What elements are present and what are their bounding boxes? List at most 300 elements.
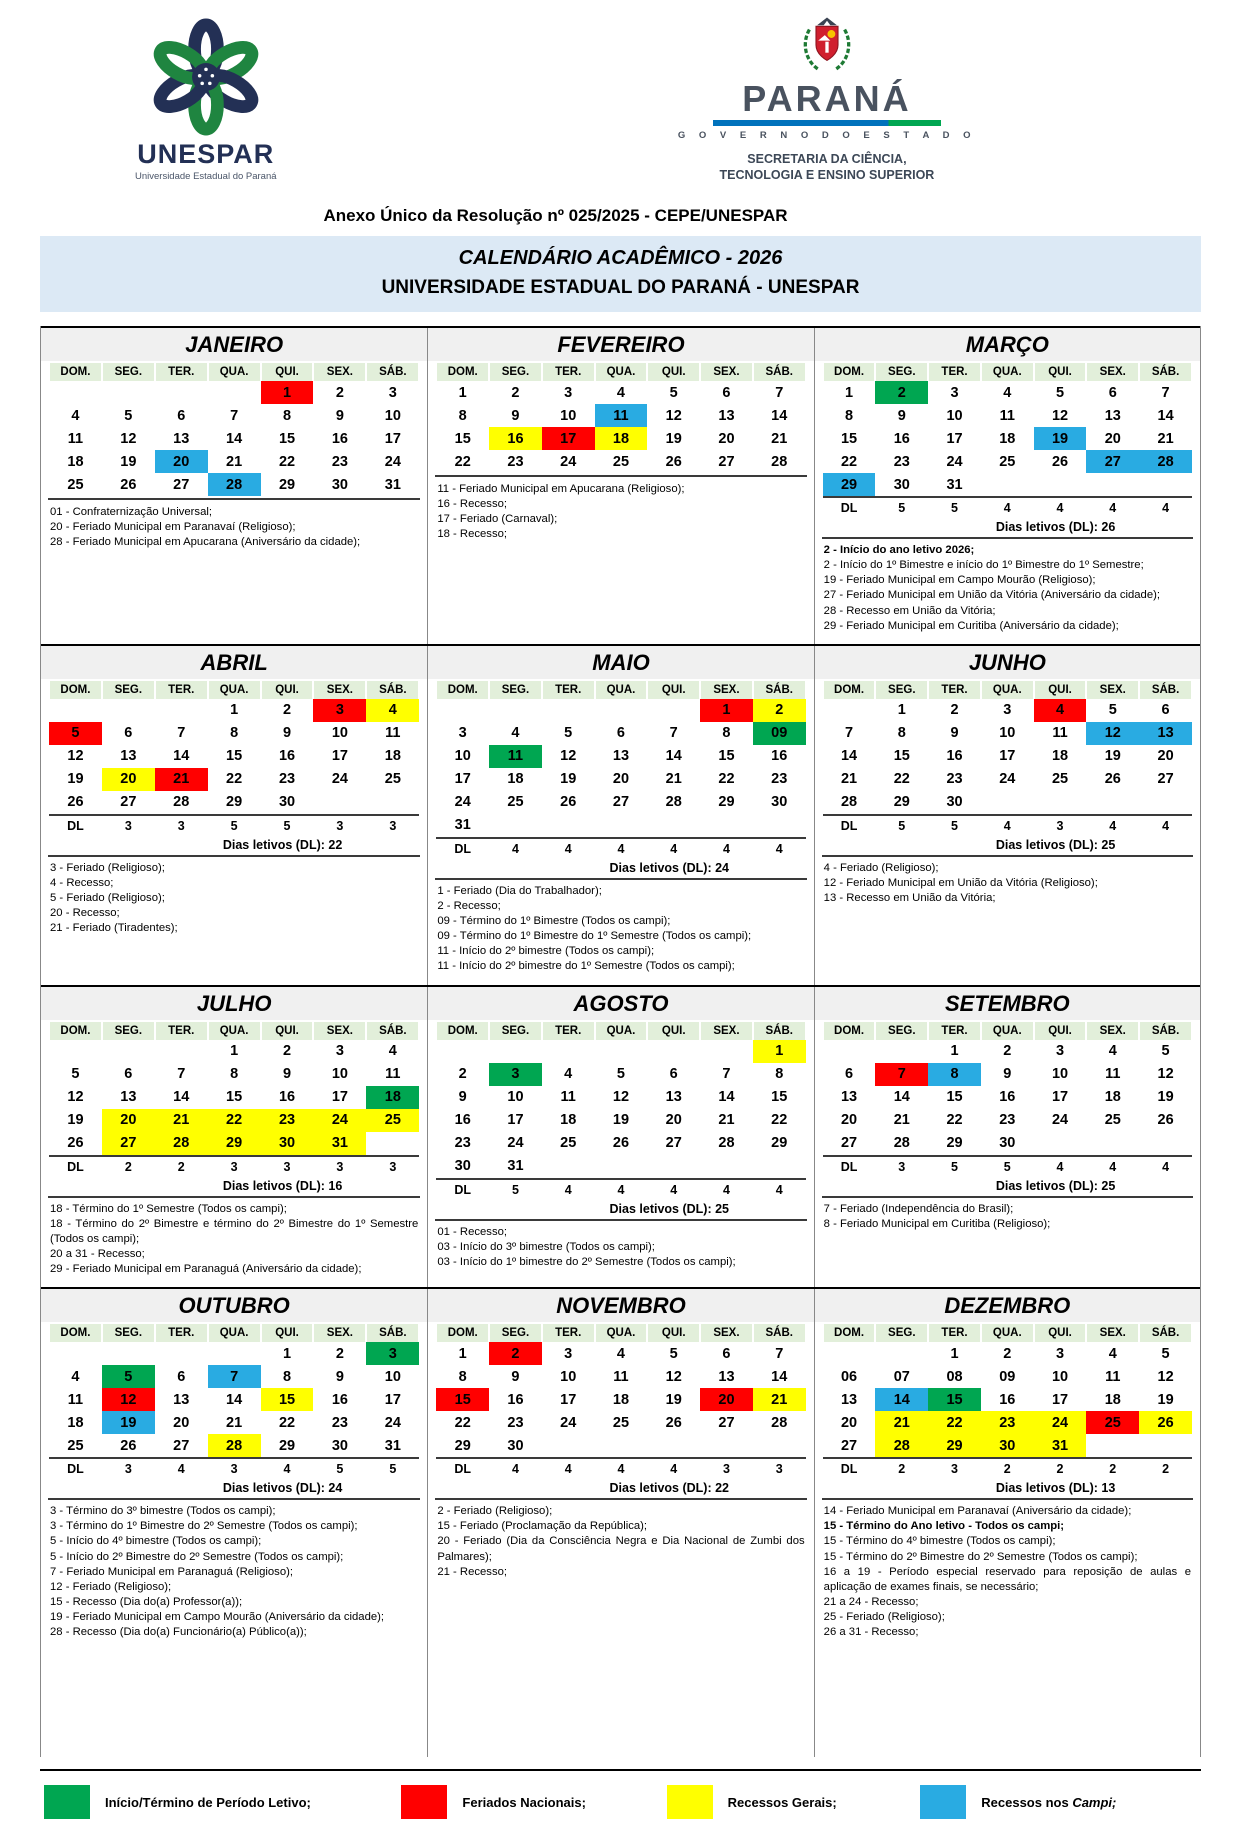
month-grid (435, 681, 806, 859)
day-cell (489, 814, 542, 838)
dl-count: 3 (875, 1156, 928, 1177)
note: 3 - Término do 1º Bimestre do 2º Semestre (Todos os campi); (50, 1520, 358, 1533)
day-cell: 29 (771, 1135, 788, 1151)
day-cell: 12 (67, 748, 84, 765)
day-cell: 20 (102, 768, 155, 791)
day-cell: 21 (226, 453, 243, 470)
day-cell: 11 (999, 407, 1015, 424)
week-row (436, 1132, 805, 1155)
parana-logo-name: PARANÁ (742, 78, 912, 119)
note: 28 - Recesso em União da Vitória; (823, 604, 996, 617)
day-cell: 10 (1051, 1368, 1069, 1385)
dl-row (49, 815, 419, 836)
day-cell: 1 (261, 381, 314, 404)
day-cell: 15 (454, 430, 471, 447)
day-cell: 5 (1108, 702, 1117, 719)
green-swatch (44, 1785, 90, 1819)
month-novembro (427, 1289, 813, 1757)
day-cell: 25 (507, 794, 524, 811)
parana-logo-secretaria (678, 151, 976, 184)
day-cell: 19 (665, 1391, 682, 1408)
week-row (49, 1132, 419, 1156)
weekday-header: QUI. (261, 681, 314, 699)
week-row (436, 1411, 805, 1434)
day-cell: 5 (49, 722, 102, 745)
weekday-header: SÁB. (366, 363, 419, 381)
dl-count: 5 (928, 815, 981, 836)
day-cell: 10 (331, 1066, 348, 1082)
day-cell: 10 (560, 407, 577, 424)
note: 18 - Recesso; (437, 528, 508, 541)
day-cell: 25 (1051, 771, 1069, 788)
day-cell: 29 (454, 1437, 471, 1454)
day-cell: 28 (208, 473, 261, 496)
day-cell: 12 (612, 1089, 630, 1105)
weekday-header-row (49, 363, 419, 381)
dl-count: 4 (155, 1458, 208, 1479)
dl-count: 3 (102, 1458, 155, 1479)
day-cell: 22 (454, 453, 471, 470)
day-cell: 27 (1157, 771, 1174, 788)
day-cell: 6 (844, 1066, 854, 1082)
dl-row (823, 1156, 1192, 1177)
note: 16 a 19 - Período especial reservado para reposição de aulas e aplicação de exames finais, se necessário; (823, 1565, 1191, 1593)
month-notes (435, 1503, 806, 1584)
day-cell (1086, 1434, 1139, 1458)
day-cell: 18 (560, 1112, 577, 1128)
dl-total: Dias letivos (DL): 25 (822, 836, 1193, 857)
note: 11 - Feriado Municipal em Apucarana (Religioso); (437, 483, 685, 495)
day-cell: 12 (1086, 722, 1139, 745)
day-cell: 13 (840, 1391, 858, 1408)
day-cell: 8 (230, 725, 239, 742)
day-cell: 8 (282, 1368, 292, 1385)
day-cell: 25 (67, 1437, 84, 1454)
day-cell: 24 (560, 1414, 577, 1431)
day-cell: 16 (946, 748, 963, 765)
day-cell (753, 1155, 806, 1179)
weekday-header: TER. (155, 363, 208, 381)
dl-count: 5 (489, 1179, 542, 1200)
day-cell: 28 (718, 1135, 735, 1151)
month-title: JUNHO (815, 646, 1200, 679)
day-cell: 2 (1003, 1345, 1012, 1362)
day-cell: 19 (560, 771, 577, 788)
month-title: JULHO (41, 987, 427, 1020)
weekday-header: TER. (542, 681, 595, 699)
day-cell: 30 (261, 1132, 314, 1156)
week-row (49, 768, 419, 791)
dl-row (823, 497, 1192, 518)
day-cell (1034, 791, 1087, 815)
day-cell (647, 1434, 700, 1458)
calendar-title: CALENDÁRIO ACADÊMICO - 2026 (458, 247, 783, 269)
day-cell: 22 (718, 771, 735, 788)
day-cell: 21 (875, 1411, 928, 1434)
day-cell: 28 (893, 1135, 910, 1151)
legend-item-blue (920, 1785, 1197, 1819)
note: 2 - Início do 1º Bimestre e início do 1º Bimestre do 1º Semestre; (823, 559, 1144, 572)
day-cell: 9 (458, 1089, 467, 1105)
weekday-header: QUA. (208, 363, 261, 381)
note: 29 - Feriado Municipal em Curitiba (Aniversário da cidade); (823, 619, 1119, 632)
dl-count: 2 (155, 1156, 208, 1177)
week-row (436, 722, 805, 745)
day-cell: 10 (1051, 1066, 1069, 1082)
day-cell: 24 (1034, 1411, 1087, 1434)
weekday-header-row (436, 1022, 805, 1040)
day-cell: 31 (454, 817, 471, 834)
weekday-header: SÁB. (753, 1324, 806, 1342)
day-cell: 14 (771, 407, 788, 424)
day-cell: 28 (875, 1434, 928, 1458)
day-cell: 28 (1139, 450, 1192, 473)
day-cell (1086, 473, 1139, 497)
week-row (49, 1342, 419, 1365)
month-grid (48, 1324, 420, 1479)
day-cell: 17 (560, 1391, 577, 1408)
day-cell: 19 (612, 1112, 630, 1128)
day-cell: 09 (753, 722, 806, 745)
day-cell: 23 (981, 1411, 1034, 1434)
day-cell: 17 (384, 430, 401, 447)
day-cell: 11 (67, 430, 84, 447)
week-row (436, 768, 805, 791)
day-cell (700, 1155, 753, 1179)
day-cell: 9 (897, 407, 906, 424)
unespar-knot-icon (142, 16, 270, 138)
note: 16 - Recesso; (437, 498, 508, 511)
weekday-header: DOM. (436, 363, 489, 381)
note: 7 - Feriado Municipal em Paranaguá (Religioso); (50, 1565, 293, 1578)
day-cell: 28 (173, 794, 190, 811)
day-cell: 21 (155, 1109, 208, 1132)
unespar-logo (135, 16, 277, 182)
day-cell: 3 (564, 384, 573, 401)
day-cell: 30 (507, 1437, 524, 1454)
day-cell (542, 1040, 595, 1063)
day-cell: 26 (67, 1135, 84, 1151)
day-cell: 8 (282, 407, 292, 424)
week-row (436, 1155, 805, 1179)
day-cell: 18 (67, 453, 84, 470)
day-cell: 10 (507, 1089, 524, 1105)
day-cell: 21 (771, 430, 788, 447)
day-cell: 14 (226, 430, 243, 447)
day-cell: 6 (722, 1345, 731, 1362)
note: 5 - Início do 2º Bimestre do 2º Semestre (Todos os campi); (50, 1550, 344, 1563)
weekday-header-row (823, 681, 1192, 699)
month-marco (814, 328, 1200, 644)
day-cell: 11 (1105, 1066, 1121, 1082)
week-row (49, 722, 419, 745)
day-cell: 16 (331, 430, 348, 447)
week-row (436, 791, 805, 814)
note: 20 - Feriado Municipal em Paranavaí (Religioso); (50, 521, 296, 534)
weekday-header: QUA. (981, 1324, 1034, 1342)
parana-crest-icon (794, 16, 860, 74)
day-cell: 29 (718, 794, 735, 811)
day-cell: 23 (278, 771, 296, 788)
weekday-header-row (823, 363, 1192, 381)
weekday-header: TER. (155, 681, 208, 699)
day-cell (875, 1342, 928, 1365)
note: 03 - Início do 3º bimestre (Todos os campi); (437, 1240, 655, 1253)
day-cell: 5 (669, 1345, 678, 1362)
day-cell (1086, 1132, 1139, 1156)
week-row (436, 1040, 805, 1063)
dl-total: Dias letivos (DL): 24 (435, 859, 806, 880)
week-row (436, 427, 805, 450)
week-row (823, 1388, 1192, 1411)
month-notes (48, 860, 420, 941)
note: 8 - Feriado Municipal em Curitiba (Religioso); (823, 1217, 1051, 1230)
note: 7 - Feriado (Independência do Brasil); (823, 1202, 1014, 1215)
weekday-header: SEX. (700, 681, 753, 699)
legend-item-red (401, 1785, 666, 1819)
day-cell: 25 (366, 1109, 419, 1132)
weekday-header: SEG. (875, 681, 928, 699)
day-cell: 16 (507, 1391, 524, 1408)
day-cell: 14 (226, 1391, 243, 1408)
day-cell: 25 (999, 453, 1016, 470)
weekday-header: SEG. (489, 1022, 542, 1040)
day-cell: 19 (665, 430, 682, 447)
day-cell: 19 (120, 453, 137, 470)
day-cell: 8 (458, 1368, 467, 1385)
weekday-header: QUA. (981, 363, 1034, 381)
day-cell: 6 (1108, 384, 1117, 401)
day-cell: 19 (1104, 748, 1121, 765)
note: 21 - Recesso; (437, 1565, 508, 1578)
day-cell (1139, 791, 1192, 815)
day-cell: 17 (331, 748, 348, 765)
dl-count: 4 (753, 1179, 806, 1200)
month-dezembro (814, 1289, 1200, 1757)
day-cell: 23 (507, 453, 524, 470)
day-cell: 17 (1051, 1391, 1069, 1408)
day-cell (595, 814, 648, 838)
day-cell: 8 (897, 725, 906, 742)
weekday-header: SEX. (1086, 1022, 1139, 1040)
day-cell: 18 (1051, 748, 1069, 765)
week-row (823, 768, 1192, 791)
day-cell: 9 (282, 725, 292, 742)
month-grid (48, 363, 420, 496)
weekday-header: SEX. (1086, 363, 1139, 381)
legend-label: Início/Término de Período Letivo; (105, 1794, 311, 1810)
day-cell: 28 (771, 1414, 788, 1431)
day-cell: 8 (844, 407, 854, 424)
day-cell (489, 699, 542, 722)
weekday-header: SÁB. (1139, 363, 1192, 381)
day-cell: 10 (384, 1368, 401, 1385)
weekday-header: SÁB. (1139, 1324, 1192, 1342)
day-cell: 21 (893, 1112, 910, 1128)
weekday-header: QUA. (595, 1022, 648, 1040)
day-cell: 29 (208, 1132, 261, 1156)
day-cell: 26 (1051, 453, 1069, 470)
week-row (436, 1365, 805, 1388)
day-cell: 1 (230, 1043, 239, 1059)
day-cell: 9 (1003, 1066, 1012, 1082)
day-cell: 9 (511, 1368, 520, 1385)
day-cell: 15 (718, 748, 735, 765)
day-cell (1139, 473, 1192, 497)
day-cell: 27 (1086, 450, 1139, 473)
dl-count: 4 (700, 838, 753, 859)
day-cell: 1 (700, 699, 753, 722)
day-cell: 28 (840, 794, 858, 811)
day-cell: 3 (458, 725, 467, 742)
day-cell: 23 (946, 771, 963, 788)
day-cell: 26 (560, 794, 577, 811)
month-grid (822, 681, 1193, 836)
parana-logo-governo: G O V E R N O D O E S T A D O (677, 130, 976, 141)
weekday-header: SÁB. (1139, 681, 1192, 699)
note: 15 - Término do Ano letivo - Todos os campi; (823, 1520, 1065, 1533)
dl-count: 4 (700, 1179, 753, 1200)
day-cell (155, 699, 208, 722)
dl-total: Dias letivos (DL): 16 (48, 1177, 420, 1198)
day-cell: 14 (875, 1388, 928, 1411)
weekday-header-row (49, 1022, 419, 1040)
month-grid (435, 1022, 806, 1200)
day-cell: 9 (950, 725, 959, 742)
day-cell: 25 (560, 1135, 577, 1151)
week-row (823, 1411, 1192, 1434)
day-cell: 7 (208, 1365, 261, 1388)
weekday-header: TER. (928, 1324, 981, 1342)
week-row (49, 404, 419, 427)
day-cell (700, 814, 753, 838)
day-cell: 9 (335, 407, 344, 424)
month-title: FEVEREIRO (428, 328, 813, 361)
week-row (823, 1132, 1192, 1156)
weekday-header: QUA. (981, 1022, 1034, 1040)
week-row (436, 381, 805, 404)
weekday-header: QUA. (595, 1324, 648, 1342)
parana-logo-bar (713, 120, 941, 126)
weekday-header: TER. (155, 1324, 208, 1342)
day-cell: 5 (616, 1066, 625, 1082)
day-cell: 25 (67, 476, 84, 493)
day-cell: 13 (173, 430, 190, 447)
day-cell: 21 (840, 771, 858, 788)
day-cell: 23 (771, 771, 788, 788)
dl-count: 3 (155, 815, 208, 836)
day-cell (155, 1342, 208, 1365)
day-cell: 7 (230, 407, 239, 424)
weekday-header: SEG. (102, 363, 155, 381)
note: 14 - Feriado Municipal em Paranavaí (Aniversário da cidade); (823, 1505, 1132, 1518)
note: 2 - Recesso; (437, 899, 501, 912)
weekday-header: SEX. (700, 363, 753, 381)
dl-row (823, 1458, 1192, 1479)
weekday-header: SEG. (489, 1324, 542, 1342)
dl-count: 4 (595, 1179, 648, 1200)
note: 15 - Feriado (Proclamação da República); (437, 1520, 648, 1533)
day-cell (700, 1040, 753, 1063)
parana-logo-secretaria-line2: TECNOLOGIA E ENSINO SUPERIOR (719, 168, 935, 183)
day-cell: 2 (282, 702, 292, 719)
note: 01 - Recesso; (437, 1225, 508, 1238)
day-cell: 16 (999, 1089, 1016, 1105)
day-cell: 16 (893, 430, 910, 447)
day-cell (436, 699, 489, 722)
day-cell: 20 (173, 1414, 190, 1431)
day-cell: 11 (560, 1089, 576, 1105)
legend (40, 1769, 1201, 1839)
note: 26 a 31 - Recesso; (823, 1626, 919, 1639)
note: 20 - Feriado (Dia da Consciência Negra e Dia Nacional de Zumbi dos Palmares); (437, 1535, 805, 1563)
day-cell: 14 (718, 1089, 735, 1105)
day-cell: 30 (999, 1135, 1016, 1151)
day-cell: 5 (102, 1365, 155, 1388)
week-row (49, 745, 419, 768)
day-cell: 7 (722, 1066, 731, 1082)
dl-count: 4 (1139, 1156, 1192, 1177)
note: 12 - Feriado Municipal em União da Vitória (Religioso); (823, 876, 1098, 889)
dl-count: 4 (1086, 815, 1139, 836)
day-cell: 6 (124, 725, 133, 742)
weekday-header-row (436, 681, 805, 699)
month-janeiro (41, 328, 427, 644)
dl-count: 2 (981, 1458, 1034, 1479)
day-cell: 28 (771, 453, 788, 470)
weekday-header: QUI. (261, 1022, 314, 1040)
weekday-header: SÁB. (1139, 1022, 1192, 1040)
day-cell: 11 (1105, 1368, 1121, 1385)
month-abril (41, 646, 427, 985)
weekday-header: DOM. (823, 681, 876, 699)
note: 28 - Recesso (Dia do(a) Funcionário(a) Público(a)); (50, 1626, 307, 1639)
day-cell (1139, 1434, 1192, 1458)
day-cell: 24 (1051, 1112, 1069, 1128)
weekday-header: QUI. (261, 1324, 314, 1342)
day-cell: 20 (102, 1109, 155, 1132)
day-cell (366, 1132, 419, 1156)
day-cell: 3 (366, 1342, 419, 1365)
note: 09 - Término do 1º Bimestre (Todos os campi); (437, 915, 671, 927)
day-cell: 16 (771, 748, 788, 765)
month-notes (435, 883, 806, 979)
note: 3 - Feriado (Religioso); (50, 861, 165, 874)
dl-count: 5 (261, 815, 314, 836)
day-cell: 11 (1052, 725, 1068, 742)
day-cell: 11 (489, 745, 542, 768)
day-cell: 22 (278, 453, 296, 470)
note: 20 a 31 - Recesso; (50, 1247, 145, 1260)
day-cell: 14 (173, 748, 190, 765)
day-cell (102, 1342, 155, 1365)
annex-title: Anexo Único da Resolução nº 025/2025 - CEPE/UNESPAR (323, 206, 788, 225)
calendar-row-1 (41, 326, 1200, 644)
day-cell: 10 (454, 748, 471, 765)
month-title: OUTUBRO (41, 1289, 427, 1322)
day-cell: 09 (999, 1368, 1016, 1385)
day-cell (313, 791, 366, 815)
day-cell (208, 1342, 261, 1365)
red-swatch (401, 1785, 447, 1819)
legend-item-yellow (667, 1785, 921, 1819)
day-cell: 1 (844, 384, 854, 401)
dl-count: 5 (313, 1458, 366, 1479)
note: 28 - Feriado Municipal em Apucarana (Aniversário da cidade); (50, 536, 361, 549)
day-cell: 16 (454, 1112, 471, 1128)
note: 27 - Feriado Municipal em União da Vitória (Aniversário da cidade); (823, 589, 1161, 602)
day-cell: 11 (385, 725, 401, 742)
